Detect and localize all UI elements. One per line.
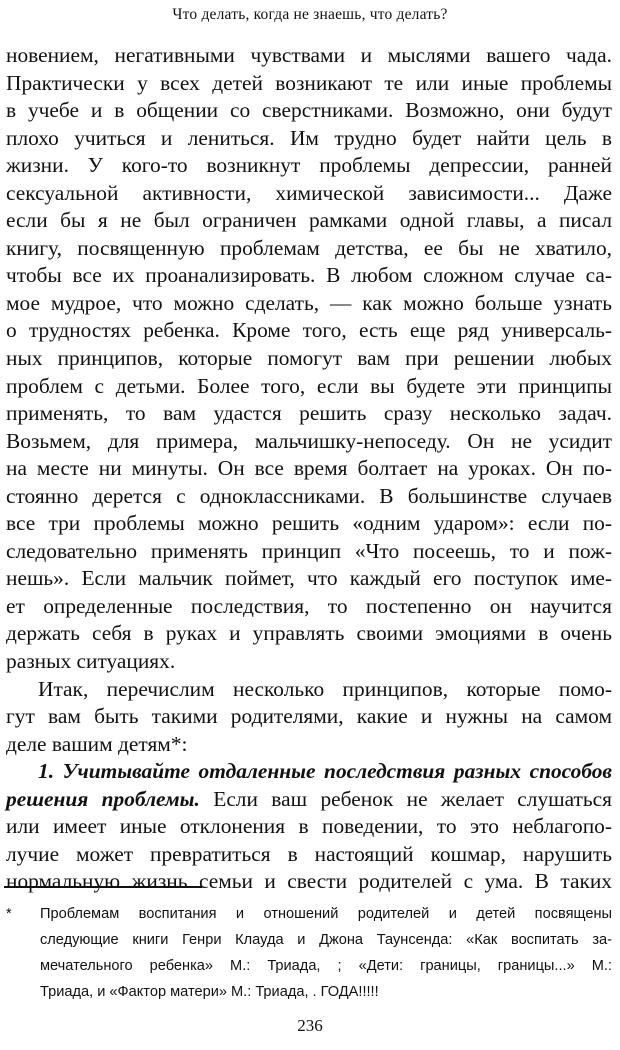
text-line: Практически у всех детей возникают те или иные проблемы (6, 70, 612, 95)
text-line: разных ситуациях. (6, 649, 176, 674)
text-line: плохо учиться и лениться. Им трудно будет найти цель в (6, 125, 612, 150)
text-line (6, 786, 612, 814)
text-line: ных принципов, которые помогут вам при решении любых (6, 346, 612, 371)
footnote-divider (4, 886, 202, 888)
footnote-line: Проблемам воспитания и отношений родителей и детей посвящены (40, 906, 612, 922)
text-line: новением, негативными чувствами и мыслями вашего чада. (6, 43, 612, 67)
text-line: жизни. У кого-то возникнут проблемы депрессии, ранней (6, 153, 612, 178)
text-line: ет определенные последствия, то постепенно он научится (6, 593, 612, 618)
footnote-line: Триада, и «Фактор матери» М.: Триада, . ГОДА!!!!! (40, 984, 379, 1000)
text-line: лучие может превратиться в настоящий кошмар, нарушить (6, 841, 612, 866)
page-number: 236 (297, 1016, 323, 1035)
text-line: чтобы все их проанализировать. В любом сложном случае са- (6, 263, 612, 288)
text-line: стоянно дерется с одноклассниками. В большинстве случаев (6, 483, 612, 508)
text-line: деле вашим детям*: (6, 731, 188, 756)
text-line: мое мудрое, что можно сделать, — как можно больше узнать (6, 290, 612, 315)
text-line: на месте ни минуты. Он все время болтает на уроках. Он по- (6, 456, 612, 481)
text-line: в учебе и в общении со сверстниками. Возможно, они будут (6, 98, 612, 123)
text-line: о трудностях ребенка. Кроме того, есть еще ряд универсаль- (6, 318, 612, 343)
text-line: применять, то вам удастся решить сразу несколько задач. (6, 401, 612, 426)
text-line: держать себя в руках и управлять своими эмоциями в очень (6, 621, 612, 646)
footnote-line: мечательного ребенка» М.: Триада, ; «Дети: границы, границы...» М.: (40, 958, 612, 974)
footnote (6, 901, 612, 1005)
footnote-marker: * (6, 906, 12, 922)
footnote-line: следующие книги Генри Клауда и Джона Таунсенда: «Как воспитать за- (40, 932, 612, 948)
text-line: нормальную жизнь семьи и свести родителей с ума. В таких (6, 869, 612, 894)
text-line: все три проблемы можно решить «одним ударом»: если по- (6, 511, 612, 536)
main-text (6, 42, 612, 896)
text-line: следовательно применять принцип «Что посеешь, то и пож- (6, 538, 612, 563)
text-line: книгу, посвященную проблемам детства, ее бы не хватило, (6, 235, 612, 260)
text-line: проблем с детьми. Более того, если вы будете эти принципы (6, 373, 612, 398)
text-line: нешь». Если мальчик поймет, что каждый его поступок име- (6, 566, 612, 591)
text-line: или имеет иные отклонения в поведении, то это неблагопо- (6, 814, 612, 839)
text-line: сексуальной активности, химической зависимости... Даже (6, 180, 612, 205)
text-line: Итак, перечислим несколько принципов, которые помо- (38, 676, 612, 701)
text-line: гут вам быть такими родителями, какие и нужны на самом (6, 704, 612, 729)
principle-heading: 1. Учитывайте отдаленные последствия разных способов (38, 759, 612, 784)
running-header: Что делать, когда не знаешь, что делать? (172, 6, 448, 23)
text-line: Возьмем, для примера, мальчишку-непоседу. Он не усидит (6, 428, 612, 453)
footnote-text (6, 901, 612, 1005)
principle-text: Если ваш ребенок не желает слушаться (213, 786, 612, 811)
principle-heading-end: решения проблемы. (6, 786, 200, 811)
text-line: если бы я не был ограничен рамками одной главы, а писал (6, 208, 612, 233)
